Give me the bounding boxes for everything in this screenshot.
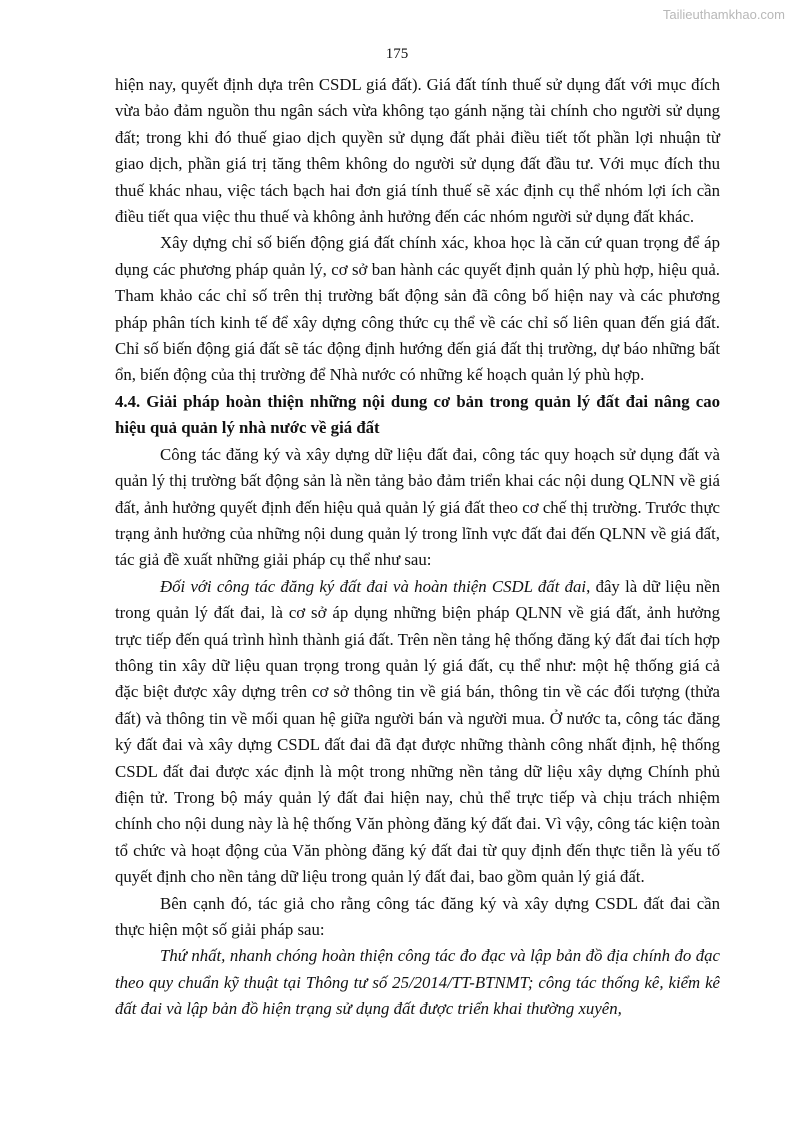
watermark: Tailieuthamkhao.com (662, 7, 785, 22)
paragraph-3: Công tác đăng ký và xây dựng dữ liệu đất đai, công tác quy hoạch sử dụng đất và quản lý thị trường bất động sản là nền tảng bảo đảm triển khai các nội dung QLNN về giá đất, ảnh hưởng quyết định đến hiệu quả quản lý giá đất theo cơ chế thị trường. Trước thực trạng ảnh hưởng của những nội dung quản lý trong lĩnh vực đất đai đến QLNN về giá đất, tác giả đề xuất những giải pháp cụ thể như sau: (115, 444, 720, 570)
document-body (115, 72, 720, 1023)
paragraph-1: hiện nay, quyết định dựa trên CSDL giá đất). Giá đất tính thuế sử dụng đất với mục đích vừa bảo đảm nguồn thu ngân sách vừa không tạo gánh nặng tài chính cho người sử dụng đất; trong khi đó thuế giao dịch quyền sử dụng đất phải điều tiết tốt phần lợi nhuận từ giao dịch, phần giá trị tăng thêm không do người sử dụng đất đầu tư. Với mục đích thu thuế khác nhau, việc tách bạch hai đơn giá tính thuế sẽ xác định cụ thể nhóm lợi ích cần điều tiết qua việc thu thuế và không ảnh hưởng đến các nhóm người sử dụng đất khác. (115, 75, 720, 227)
paragraph-2: Xây dựng chỉ số biến động giá đất chính xác, khoa học là căn cứ quan trọng để áp dụng các phương pháp quản lý, cơ sở ban hành các quyết định quản lý phù hợp, hiệu quả. Tham khảo các chỉ số trên thị trường bất động sản đã công bố hiện nay và các phương pháp phân tích kinh tế để xây dựng công thức cụ thể về các chỉ số liên quan đến giá đất. Chỉ số biến động giá đất sẽ tác động định hướng đến giá đất thị trường, dự báo những bất ổn, biến động của thị trường để Nhà nước có những kế hoạch quản lý phù hợp. (115, 233, 720, 385)
paragraph-4-lead: Đối với công tác đăng ký đất đai và hoàn thiện CSDL đất đai (160, 576, 587, 596)
paragraph-6: Thứ nhất, nhanh chóng hoàn thiện công tác đo đạc và lập bản đồ địa chính đo đạc theo quy chuẩn kỹ thuật tại Thông tư số 25/2014/TT-BTNMT; công tác thống kê, kiểm kê đất đai và lập bản đồ hiện trạng sử dụng đất được triển khai thường xuyên, (115, 946, 720, 1019)
section-heading: 4.4. Giải pháp hoàn thiện những nội dung cơ bản trong quản lý đất đai nâng cao hiệu quả quản lý nhà nước về giá đất (115, 391, 720, 438)
page-number: 175 (385, 46, 409, 62)
paragraph-4-rest: , đây là dữ liệu nền trong quản lý đất đai, là cơ sở áp dụng những biện pháp QLNN về giá đất, ảnh hưởng trực tiếp đến quá trình hình thành giá đất. Trên nền tảng hệ thống đăng ký đất đai tích hợp thông tin xây dữ liệu quan trọng trong quản lý giá đất, cụ thể như: một hệ thống giá cả đặc biệt được xây dựng trên cơ sở thông tin về giá bán, thông tin về các đối tượng (thửa đất) và thông tin về mối quan hệ giữa người bán và người mua. Ở nước ta, công tác đăng ký đất đai và xây dựng CSDL đất đai đã đạt được những thành công nhất định, hệ thống CSDL đất đai được xác định là một trong những nền tảng dữ liệu xây dựng Chính phủ điện tử. Trong bộ máy quản lý đất đai hiện nay, chủ thể trực tiếp và chịu trách nhiệm chính cho nội dung này là hệ thống Văn phòng đăng ký đất đai. Vì vậy, công tác kiện toàn tổ chức và hoạt động của Văn phòng đăng ký đất đai từ quy định đến thực tiễn là yếu tố quyết định cho nền tảng dữ liệu trong quản lý đất đai, bao gồm quản lý giá đất. (115, 576, 720, 887)
paragraph-5: Bên cạnh đó, tác giả cho rằng công tác đăng ký và xây dựng CSDL đất đai cần thực hiện một số giải pháp sau: (115, 893, 720, 939)
paragraph-4 (115, 574, 720, 891)
